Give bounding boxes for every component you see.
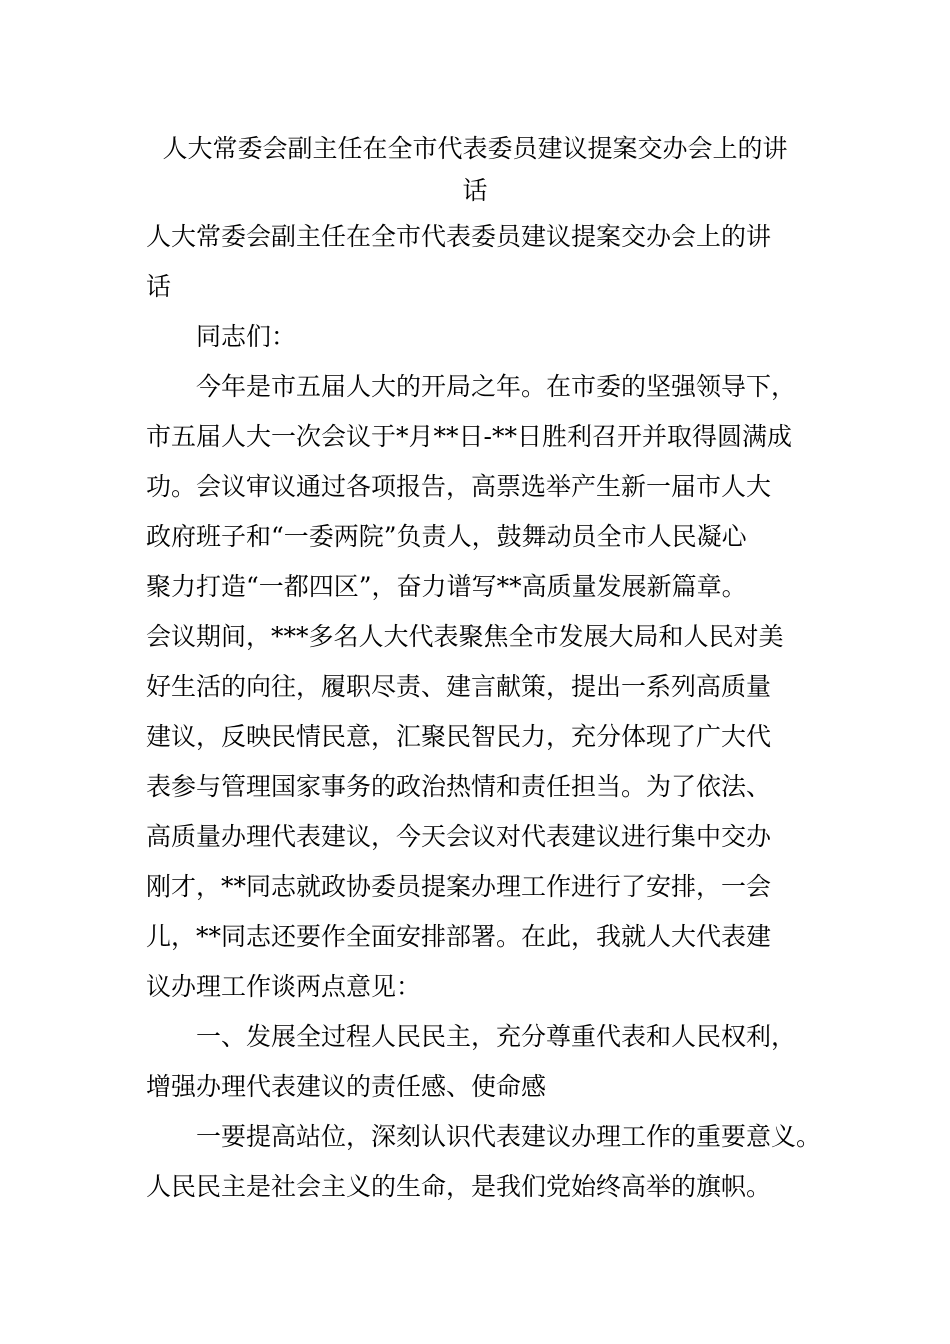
intro-paragraph	[146, 362, 804, 1012]
paragraph-line: 聚力打造“一都四区”，奋力谱写**高质量发展新篇章。	[146, 572, 747, 601]
paragraph-line: 好生活的向往，履职尽责、建言献策，提出一系列高质量	[146, 672, 772, 701]
paragraph-line: 政府班子和“一委两院”负责人，鼓舞动员全市人民凝心	[146, 522, 747, 551]
paragraph-line: 增强办理代表建议的责任感、使命感	[146, 1072, 547, 1101]
document-title	[146, 128, 804, 212]
paragraph-line: 功。会议审议通过各项报告，高票选举产生新一届市人大	[146, 472, 772, 501]
paragraph-line: 人民民主是社会主义的生命，是我们党始终高举的旗帜。	[146, 1172, 772, 1201]
point-one-paragraph	[146, 1112, 822, 1212]
paragraph-line: 会议期间，***多名人大代表聚焦全市发展大局和人民对美	[146, 622, 784, 651]
paragraph-line: 市五届人大一次会议于*月**日-**日胜利召开并取得圆满成	[146, 422, 792, 451]
paragraph-line: 儿，**同志还要作全面安排部署。在此，我就人大代表建	[146, 922, 772, 951]
document-body	[146, 312, 822, 1212]
salutation-paragraph	[146, 312, 804, 362]
subtitle-line-1: 人大常委会副主任在全市代表委员建议提案交办会上的讲	[146, 222, 772, 251]
paragraph-line: 议办理工作谈两点意见：	[146, 972, 422, 1001]
subtitle-line-2: 话	[146, 272, 172, 301]
paragraph-line: 表参与管理国家事务的政治热情和责任担当。为了依法、	[146, 772, 772, 801]
paragraph-line: 刚才，**同志就政协委员提案办理工作进行了安排，一会	[146, 872, 772, 901]
paragraph-line: 同志们：	[196, 322, 297, 351]
paragraph-line: 今年是市五届人大的开局之年。在市委的坚强领导下，	[196, 372, 797, 401]
paragraph-line: 一、发展全过程人民民主，充分尊重代表和人民权利，	[196, 1022, 797, 1051]
paragraph-line: 一要提高站位，深刻认识代表建议办理工作的重要意义。	[196, 1122, 822, 1151]
paragraph-line: 高质量办理代表建议，今天会议对代表建议进行集中交办	[146, 822, 772, 851]
paragraph-line: 建议，反映民情民意，汇聚民智民力，充分体现了广大代	[146, 722, 772, 751]
title-line-1: 人大常委会副主任在全市代表委员建议提案交办会上的讲	[162, 134, 788, 163]
document-subtitle	[146, 212, 804, 312]
title-line-2: 话	[462, 176, 488, 205]
section-heading-paragraph	[146, 1012, 804, 1112]
